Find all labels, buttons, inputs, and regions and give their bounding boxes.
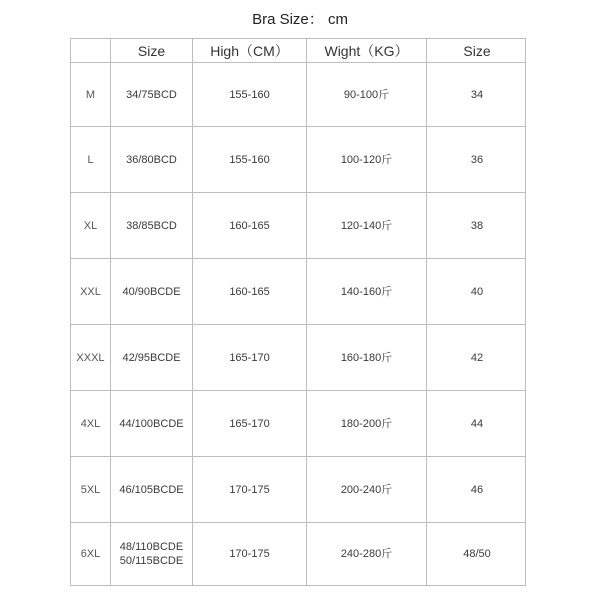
header-cell: High（CM） (193, 39, 307, 62)
table-row (71, 523, 525, 585)
header-cell: Wight（KG） (307, 39, 427, 62)
size-cell: 44 (470, 417, 484, 430)
weight-cell: 100-120斤 (307, 127, 427, 192)
weight-cell: 200-240斤 (307, 457, 427, 522)
bra-size-cell: 38/85BCD (111, 193, 193, 258)
bra-size-cell: 46/105BCDE (111, 457, 193, 522)
table-row (71, 193, 525, 259)
size-label-cell: 4XL (71, 391, 111, 456)
size-cell: 34 (470, 88, 484, 101)
size-label-cell: L (71, 127, 111, 192)
bra-size-cell: 42/95BCDE (111, 325, 193, 390)
bra-size-cell (111, 523, 193, 585)
size-cell: 46 (470, 483, 484, 496)
size-label-cell: XL (71, 193, 111, 258)
chart-title (0, 8, 600, 29)
weight-cell: 140-160斤 (307, 259, 427, 324)
bra-size-line-1: 48/110BCDE (119, 541, 184, 553)
size-cell: 40 (470, 285, 484, 298)
weight-cell: 160-180斤 (307, 325, 427, 390)
table-row (71, 63, 525, 127)
bra-size-cell: 34/75BCD (111, 63, 193, 126)
size-label-cell: XXL (71, 259, 111, 324)
weight-cell: 180-200斤 (307, 391, 427, 456)
table-row (71, 391, 525, 457)
title-unit: cm (327, 11, 348, 28)
size-table (70, 38, 526, 586)
table-row (71, 325, 525, 391)
table-header-row (71, 39, 525, 63)
height-cell: 170-175 (193, 457, 307, 522)
size-label-cell: XXXL (71, 325, 111, 390)
height-cell: 155-160 (193, 63, 307, 126)
height-cell: 155-160 (193, 127, 307, 192)
bra-size-cell: 36/80BCD (111, 127, 193, 192)
height-cell: 170-175 (193, 523, 307, 585)
size-cell: 42 (470, 351, 484, 364)
bra-size-cell: 44/100BCDE (111, 391, 193, 456)
title-text: Bra Size： (252, 11, 324, 28)
weight-cell: 120-140斤 (307, 193, 427, 258)
height-cell: 160-165 (193, 259, 307, 324)
header-cell: Size (111, 39, 193, 62)
size-label-cell: M (71, 63, 111, 126)
bra-size-line-2: 50/115BCDE (119, 555, 184, 567)
height-cell: 160-165 (193, 193, 307, 258)
height-cell: 165-170 (193, 391, 307, 456)
weight-cell: 90-100斤 (307, 63, 427, 126)
bra-size-cell: 40/90BCDE (111, 259, 193, 324)
header-cell: Size (463, 42, 491, 59)
size-label-cell: 5XL (71, 457, 111, 522)
table-row (71, 127, 525, 193)
header-cell (71, 39, 111, 62)
size-cell: 48/50 (463, 548, 491, 560)
height-cell: 165-170 (193, 325, 307, 390)
weight-cell: 240-280斤 (307, 523, 427, 585)
size-label-cell: 6XL (71, 523, 111, 585)
table-row (71, 457, 525, 523)
size-cell: 38 (470, 219, 484, 232)
table-row (71, 259, 525, 325)
size-cell: 36 (470, 153, 484, 166)
